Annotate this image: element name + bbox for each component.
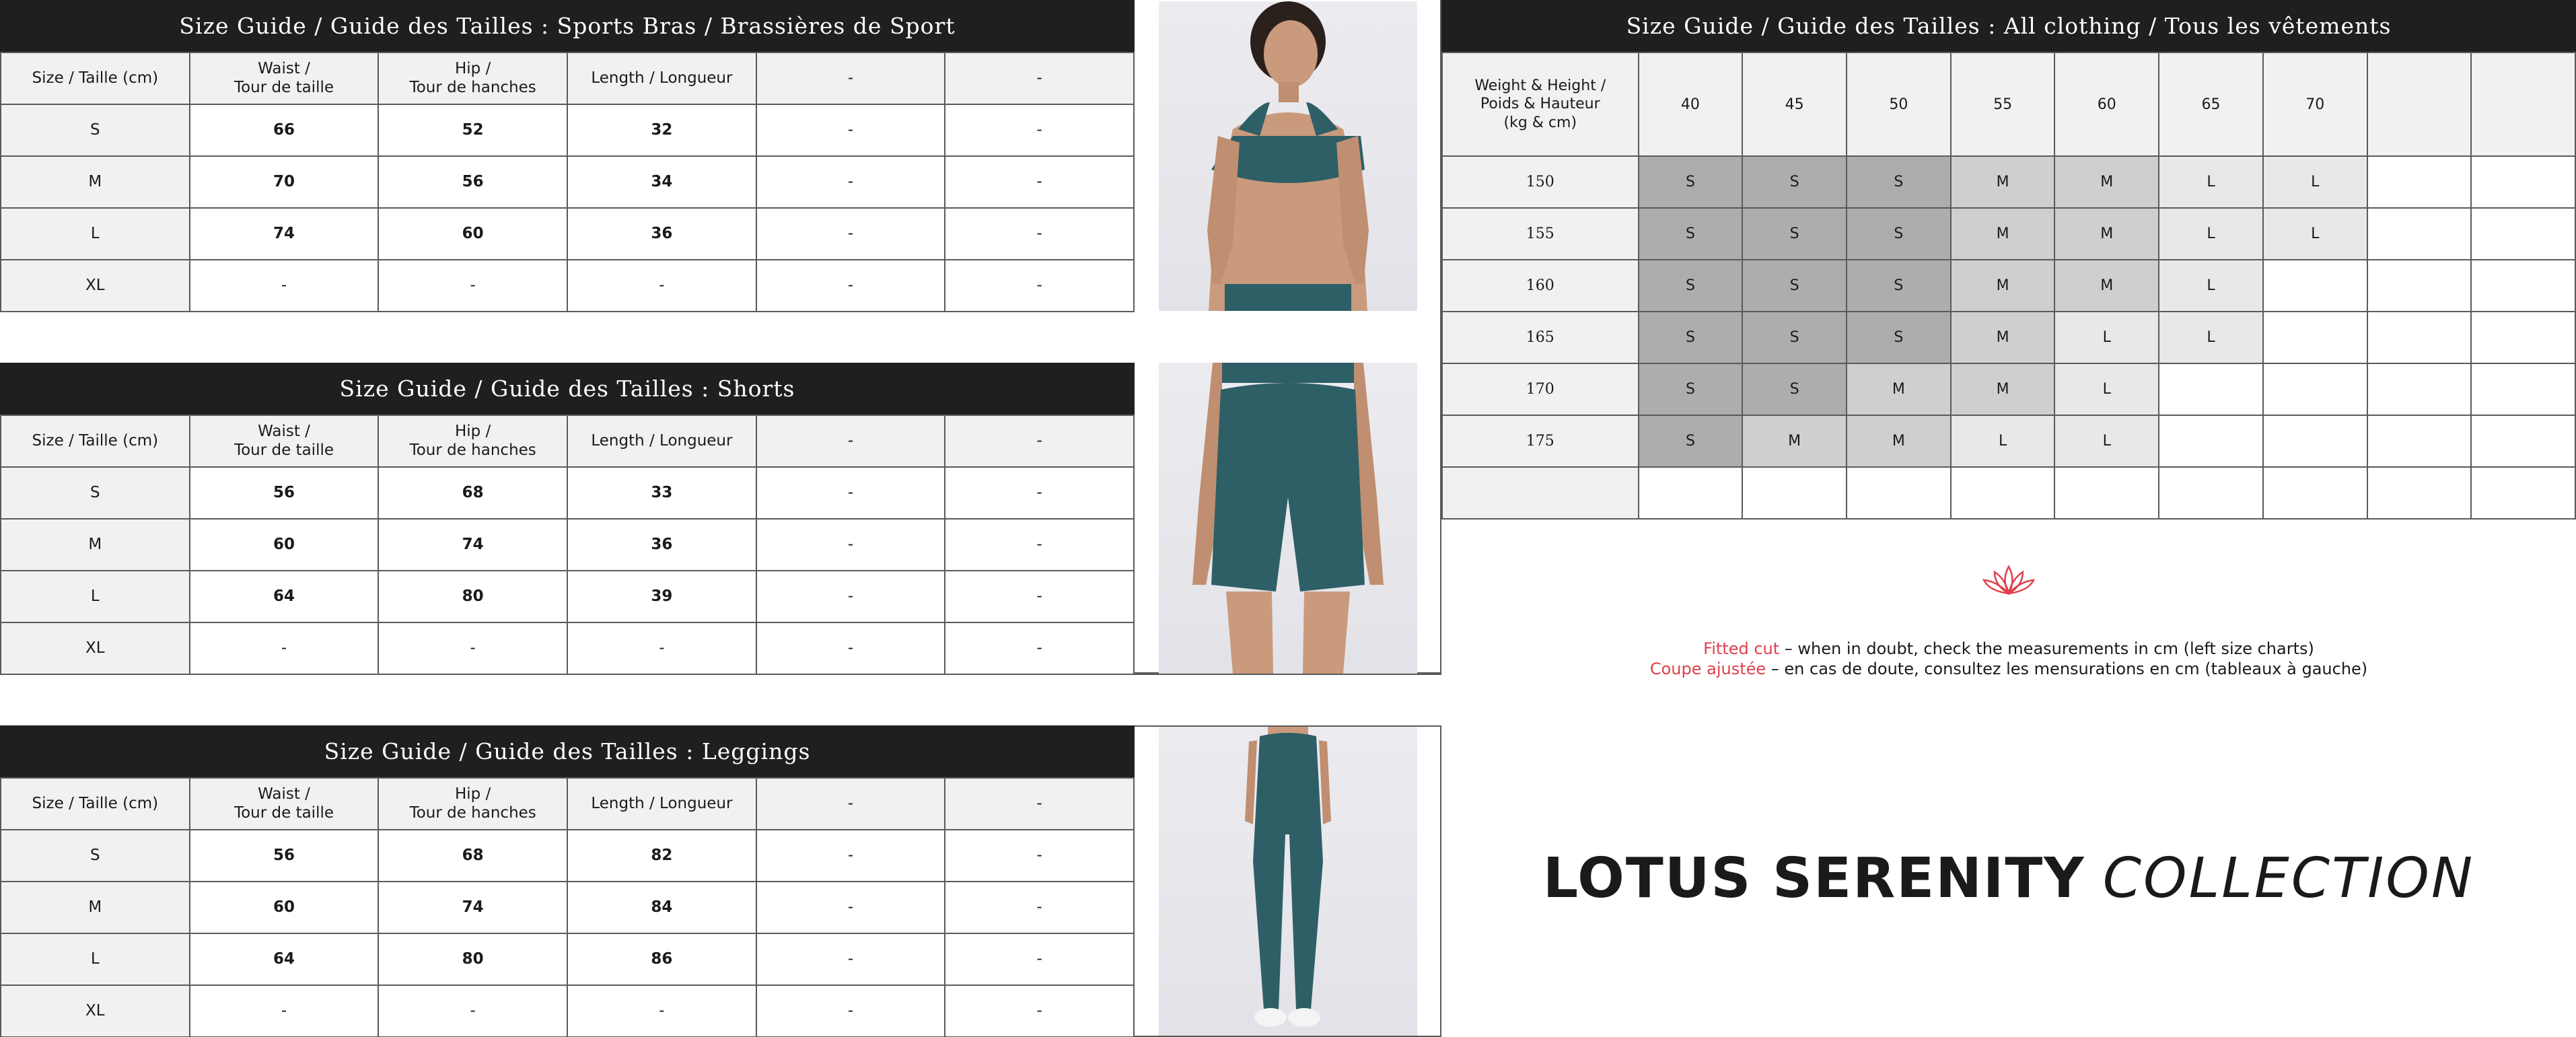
sports-bras-title: Size Guide / Guide des Tailles : Sports Bras / Brassières de Sport <box>0 0 1135 52</box>
column-header: Waist / Tour de taille <box>190 52 379 104</box>
column-header: - <box>756 415 945 467</box>
measurement-cell: - <box>567 985 756 1037</box>
measurement-cell: 60 <box>378 208 567 260</box>
measurement-cell: 56 <box>378 156 567 208</box>
weight-header: 65 <box>2159 52 2263 156</box>
size-cell <box>2367 415 2472 467</box>
size-cell: L <box>2159 156 2263 208</box>
column-header: Length / Longueur <box>567 52 756 104</box>
measurement-cell: 66 <box>190 104 379 156</box>
measurement-cell: - <box>756 467 945 519</box>
measurement-cell: - <box>945 622 1134 674</box>
column-header: Waist / Tour de taille <box>190 415 379 467</box>
size-cell: S <box>1847 260 1951 312</box>
weight-header: 45 <box>1742 52 1847 156</box>
measurement-cell: - <box>378 622 567 674</box>
leggings-guide <box>0 725 1135 1037</box>
column-header: Hip / Tour de hanches <box>378 52 567 104</box>
measurement-cell: 60 <box>190 519 379 571</box>
measurement-cell: - <box>190 622 379 674</box>
table-row <box>1 208 1134 260</box>
weight-header: 40 <box>1639 52 1743 156</box>
size-cell <box>2263 415 2367 467</box>
size-cell <box>2367 363 2472 415</box>
measurement-cell: - <box>945 104 1134 156</box>
size-cell: S <box>1742 208 1847 260</box>
size-cell: S <box>1639 312 1743 363</box>
measurement-cell: 64 <box>190 571 379 622</box>
size-cell: S <box>1639 208 1743 260</box>
size-cell: S <box>1847 312 1951 363</box>
shorts-title: Size Guide / Guide des Tailles : Shorts <box>0 363 1135 415</box>
column-header: Hip / Tour de hanches <box>378 415 567 467</box>
lotus-icon <box>1981 564 2036 598</box>
measurement-cell: - <box>378 260 567 312</box>
fit-note-fr-text: – en cas de doute, consultez les mensurations en cm (tableaux à gauche) <box>1766 659 2368 678</box>
size-cell <box>2471 467 2575 519</box>
size-label: XL <box>1 985 190 1037</box>
size-cell <box>2367 467 2472 519</box>
size-cell <box>2367 156 2472 208</box>
measurement-cell: - <box>945 882 1134 933</box>
table-row <box>1 519 1134 571</box>
size-cell <box>1639 467 1743 519</box>
size-cell: M <box>1951 260 2055 312</box>
measurement-cell: - <box>567 260 756 312</box>
column-header: Size / Taille (cm) <box>1 52 190 104</box>
measurement-cell: - <box>945 985 1134 1037</box>
size-cell: M <box>1742 415 1847 467</box>
divider <box>0 674 1441 675</box>
fit-note-fr-accent: Coupe ajustée <box>1649 659 1766 678</box>
size-cell: M <box>1951 363 2055 415</box>
measurement-cell: - <box>567 622 756 674</box>
measurement-cell: 56 <box>190 830 379 882</box>
size-cell: L <box>1951 415 2055 467</box>
measurement-cell: - <box>190 260 379 312</box>
size-cell: L <box>2159 208 2263 260</box>
shorts-photo <box>1159 363 1417 674</box>
measurement-cell: 80 <box>378 933 567 985</box>
column-header: Hip / Tour de hanches <box>378 778 567 830</box>
measurement-cell: 74 <box>378 519 567 571</box>
size-cell <box>2263 312 2367 363</box>
size-cell <box>2263 467 2367 519</box>
height-label: 150 <box>1442 156 1639 208</box>
height-label: 175 <box>1442 415 1639 467</box>
size-cell <box>2471 260 2575 312</box>
table-row <box>1 260 1134 312</box>
table-row <box>1 571 1134 622</box>
sports-bra-photo <box>1159 1 1417 311</box>
height-label: 155 <box>1442 208 1639 260</box>
size-cell <box>2367 312 2472 363</box>
height-label: 165 <box>1442 312 1639 363</box>
all-clothing-table <box>1441 52 2576 520</box>
column-header: Size / Taille (cm) <box>1 415 190 467</box>
size-cell: L <box>2159 260 2263 312</box>
measurement-cell: - <box>756 571 945 622</box>
leggings-title: Size Guide / Guide des Tailles : Leggings <box>0 725 1135 777</box>
measurement-cell: 68 <box>378 467 567 519</box>
measurement-cell: - <box>945 156 1134 208</box>
table-header-row <box>1 778 1134 830</box>
size-cell <box>2054 467 2159 519</box>
column-header: - <box>945 415 1134 467</box>
measurement-cell: 33 <box>567 467 756 519</box>
size-cell: L <box>2159 312 2263 363</box>
table-row <box>1 622 1134 674</box>
column-header: - <box>756 778 945 830</box>
size-label: XL <box>1 622 190 674</box>
size-cell: S <box>1639 363 1743 415</box>
table-row <box>1 156 1134 208</box>
table-row <box>1442 467 2575 519</box>
table-row <box>1442 208 2575 260</box>
size-cell: S <box>1639 415 1743 467</box>
size-label: M <box>1 882 190 933</box>
fit-note-en <box>1441 639 2576 658</box>
measurement-cell: 64 <box>190 933 379 985</box>
brand-name: LOTUS SERENITY <box>1542 847 2085 910</box>
weight-header: 70 <box>2263 52 2367 156</box>
size-cell <box>2367 260 2472 312</box>
table-row <box>1 933 1134 985</box>
size-cell <box>2263 260 2367 312</box>
shorts-table <box>0 415 1135 675</box>
size-label: M <box>1 519 190 571</box>
measurement-cell: 36 <box>567 519 756 571</box>
size-cell <box>2471 208 2575 260</box>
size-label: S <box>1 104 190 156</box>
weight-header: 55 <box>1951 52 2055 156</box>
sports-bras-guide <box>0 0 1135 311</box>
column-header: Waist / Tour de taille <box>190 778 379 830</box>
size-cell: S <box>1639 260 1743 312</box>
table-header-row <box>1 52 1134 104</box>
size-label: S <box>1 467 190 519</box>
size-cell <box>2471 156 2575 208</box>
measurement-cell: - <box>756 985 945 1037</box>
weight-header <box>2367 52 2472 156</box>
size-cell <box>1847 467 1951 519</box>
size-cell: S <box>1639 156 1743 208</box>
measurement-cell: - <box>945 830 1134 882</box>
measurement-cell: - <box>756 156 945 208</box>
measurement-cell: - <box>945 933 1134 985</box>
fit-note-fr <box>1441 659 2576 678</box>
column-header: Length / Longueur <box>567 778 756 830</box>
size-cell <box>2263 363 2367 415</box>
weight-header: 60 <box>2054 52 2159 156</box>
column-header: - <box>945 778 1134 830</box>
height-label <box>1442 467 1639 519</box>
table-row <box>1442 312 2575 363</box>
measurement-cell: 70 <box>190 156 379 208</box>
measurement-cell: 86 <box>567 933 756 985</box>
sports-bras-table <box>0 52 1135 312</box>
brand-collection: COLLECTION <box>2102 847 2475 910</box>
size-cell: M <box>1847 363 1951 415</box>
table-row <box>1 830 1134 882</box>
measurement-cell: 80 <box>378 571 567 622</box>
weight-header: 50 <box>1847 52 1951 156</box>
measurement-cell: - <box>756 208 945 260</box>
size-cell: M <box>2054 208 2159 260</box>
measurement-cell: 74 <box>190 208 379 260</box>
measurement-cell: 60 <box>190 882 379 933</box>
size-cell <box>2367 208 2472 260</box>
size-cell: M <box>1951 208 2055 260</box>
measurement-cell: - <box>756 260 945 312</box>
size-cell: S <box>1742 312 1847 363</box>
column-header: - <box>945 52 1134 104</box>
weight-header-row <box>1442 52 2575 156</box>
table-row <box>1 467 1134 519</box>
column-header: Size / Taille (cm) <box>1 778 190 830</box>
size-cell: M <box>2054 156 2159 208</box>
size-label: L <box>1 208 190 260</box>
weight-height-label: Weight & Height / Poids & Hauteur (kg & cm) <box>1442 52 1639 156</box>
measurement-cell: - <box>756 519 945 571</box>
table-row <box>1 985 1134 1037</box>
measurement-cell: 52 <box>378 104 567 156</box>
measurement-cell: - <box>945 260 1134 312</box>
measurement-cell: 34 <box>567 156 756 208</box>
measurement-cell: 39 <box>567 571 756 622</box>
size-cell: S <box>1847 208 1951 260</box>
shorts-guide <box>0 363 1135 674</box>
size-cell: M <box>1951 312 2055 363</box>
all-clothing-title: Size Guide / Guide des Tailles : All clothing / Tous les vêtements <box>1441 0 2576 52</box>
size-cell: S <box>1742 363 1847 415</box>
size-cell: S <box>1847 156 1951 208</box>
size-cell: L <box>2054 363 2159 415</box>
measurement-cell: 32 <box>567 104 756 156</box>
size-cell <box>2159 363 2263 415</box>
size-label: M <box>1 156 190 208</box>
size-cell: L <box>2263 156 2367 208</box>
size-label: S <box>1 830 190 882</box>
measurement-cell: - <box>756 882 945 933</box>
measurement-cell: 68 <box>378 830 567 882</box>
leggings-photo <box>1159 727 1417 1036</box>
size-label: L <box>1 571 190 622</box>
size-cell: S <box>1742 156 1847 208</box>
size-label: XL <box>1 260 190 312</box>
measurement-cell: - <box>945 571 1134 622</box>
measurement-cell: - <box>756 933 945 985</box>
measurement-cell: - <box>378 985 567 1037</box>
measurement-cell: - <box>945 208 1134 260</box>
leggings-table <box>0 777 1135 1037</box>
measurement-cell: - <box>945 467 1134 519</box>
height-label: 170 <box>1442 363 1639 415</box>
measurement-cell: 82 <box>567 830 756 882</box>
measurement-cell: - <box>756 830 945 882</box>
size-cell: L <box>2054 415 2159 467</box>
weight-header <box>2471 52 2575 156</box>
measurement-cell: - <box>756 622 945 674</box>
measurement-cell: - <box>945 519 1134 571</box>
measurement-cell: - <box>190 985 379 1037</box>
table-row <box>1 104 1134 156</box>
size-cell <box>1951 467 2055 519</box>
size-cell: S <box>1742 260 1847 312</box>
size-cell <box>2159 415 2263 467</box>
column-header: - <box>756 52 945 104</box>
size-cell <box>2159 467 2263 519</box>
table-header-row <box>1 415 1134 467</box>
table-row <box>1 882 1134 933</box>
measurement-cell: 56 <box>190 467 379 519</box>
size-cell: M <box>1847 415 1951 467</box>
table-row <box>1442 363 2575 415</box>
size-cell: M <box>2054 260 2159 312</box>
size-cell: M <box>1951 156 2055 208</box>
measurement-cell: 84 <box>567 882 756 933</box>
brand-title <box>1441 847 2576 910</box>
size-cell <box>2471 415 2575 467</box>
table-row <box>1442 260 2575 312</box>
size-cell: L <box>2263 208 2367 260</box>
size-cell <box>1742 467 1847 519</box>
table-row <box>1442 415 2575 467</box>
size-cell: L <box>2054 312 2159 363</box>
height-label: 160 <box>1442 260 1639 312</box>
size-label: L <box>1 933 190 985</box>
size-cell <box>2471 312 2575 363</box>
measurement-cell: 36 <box>567 208 756 260</box>
fit-note-en-text: – when in doubt, check the measurements in cm (left size charts) <box>1779 639 2314 658</box>
size-cell <box>2471 363 2575 415</box>
table-row <box>1442 156 2575 208</box>
fit-note-en-accent: Fitted cut <box>1703 639 1780 658</box>
column-header: Length / Longueur <box>567 415 756 467</box>
measurement-cell: 74 <box>378 882 567 933</box>
measurement-cell: - <box>756 104 945 156</box>
